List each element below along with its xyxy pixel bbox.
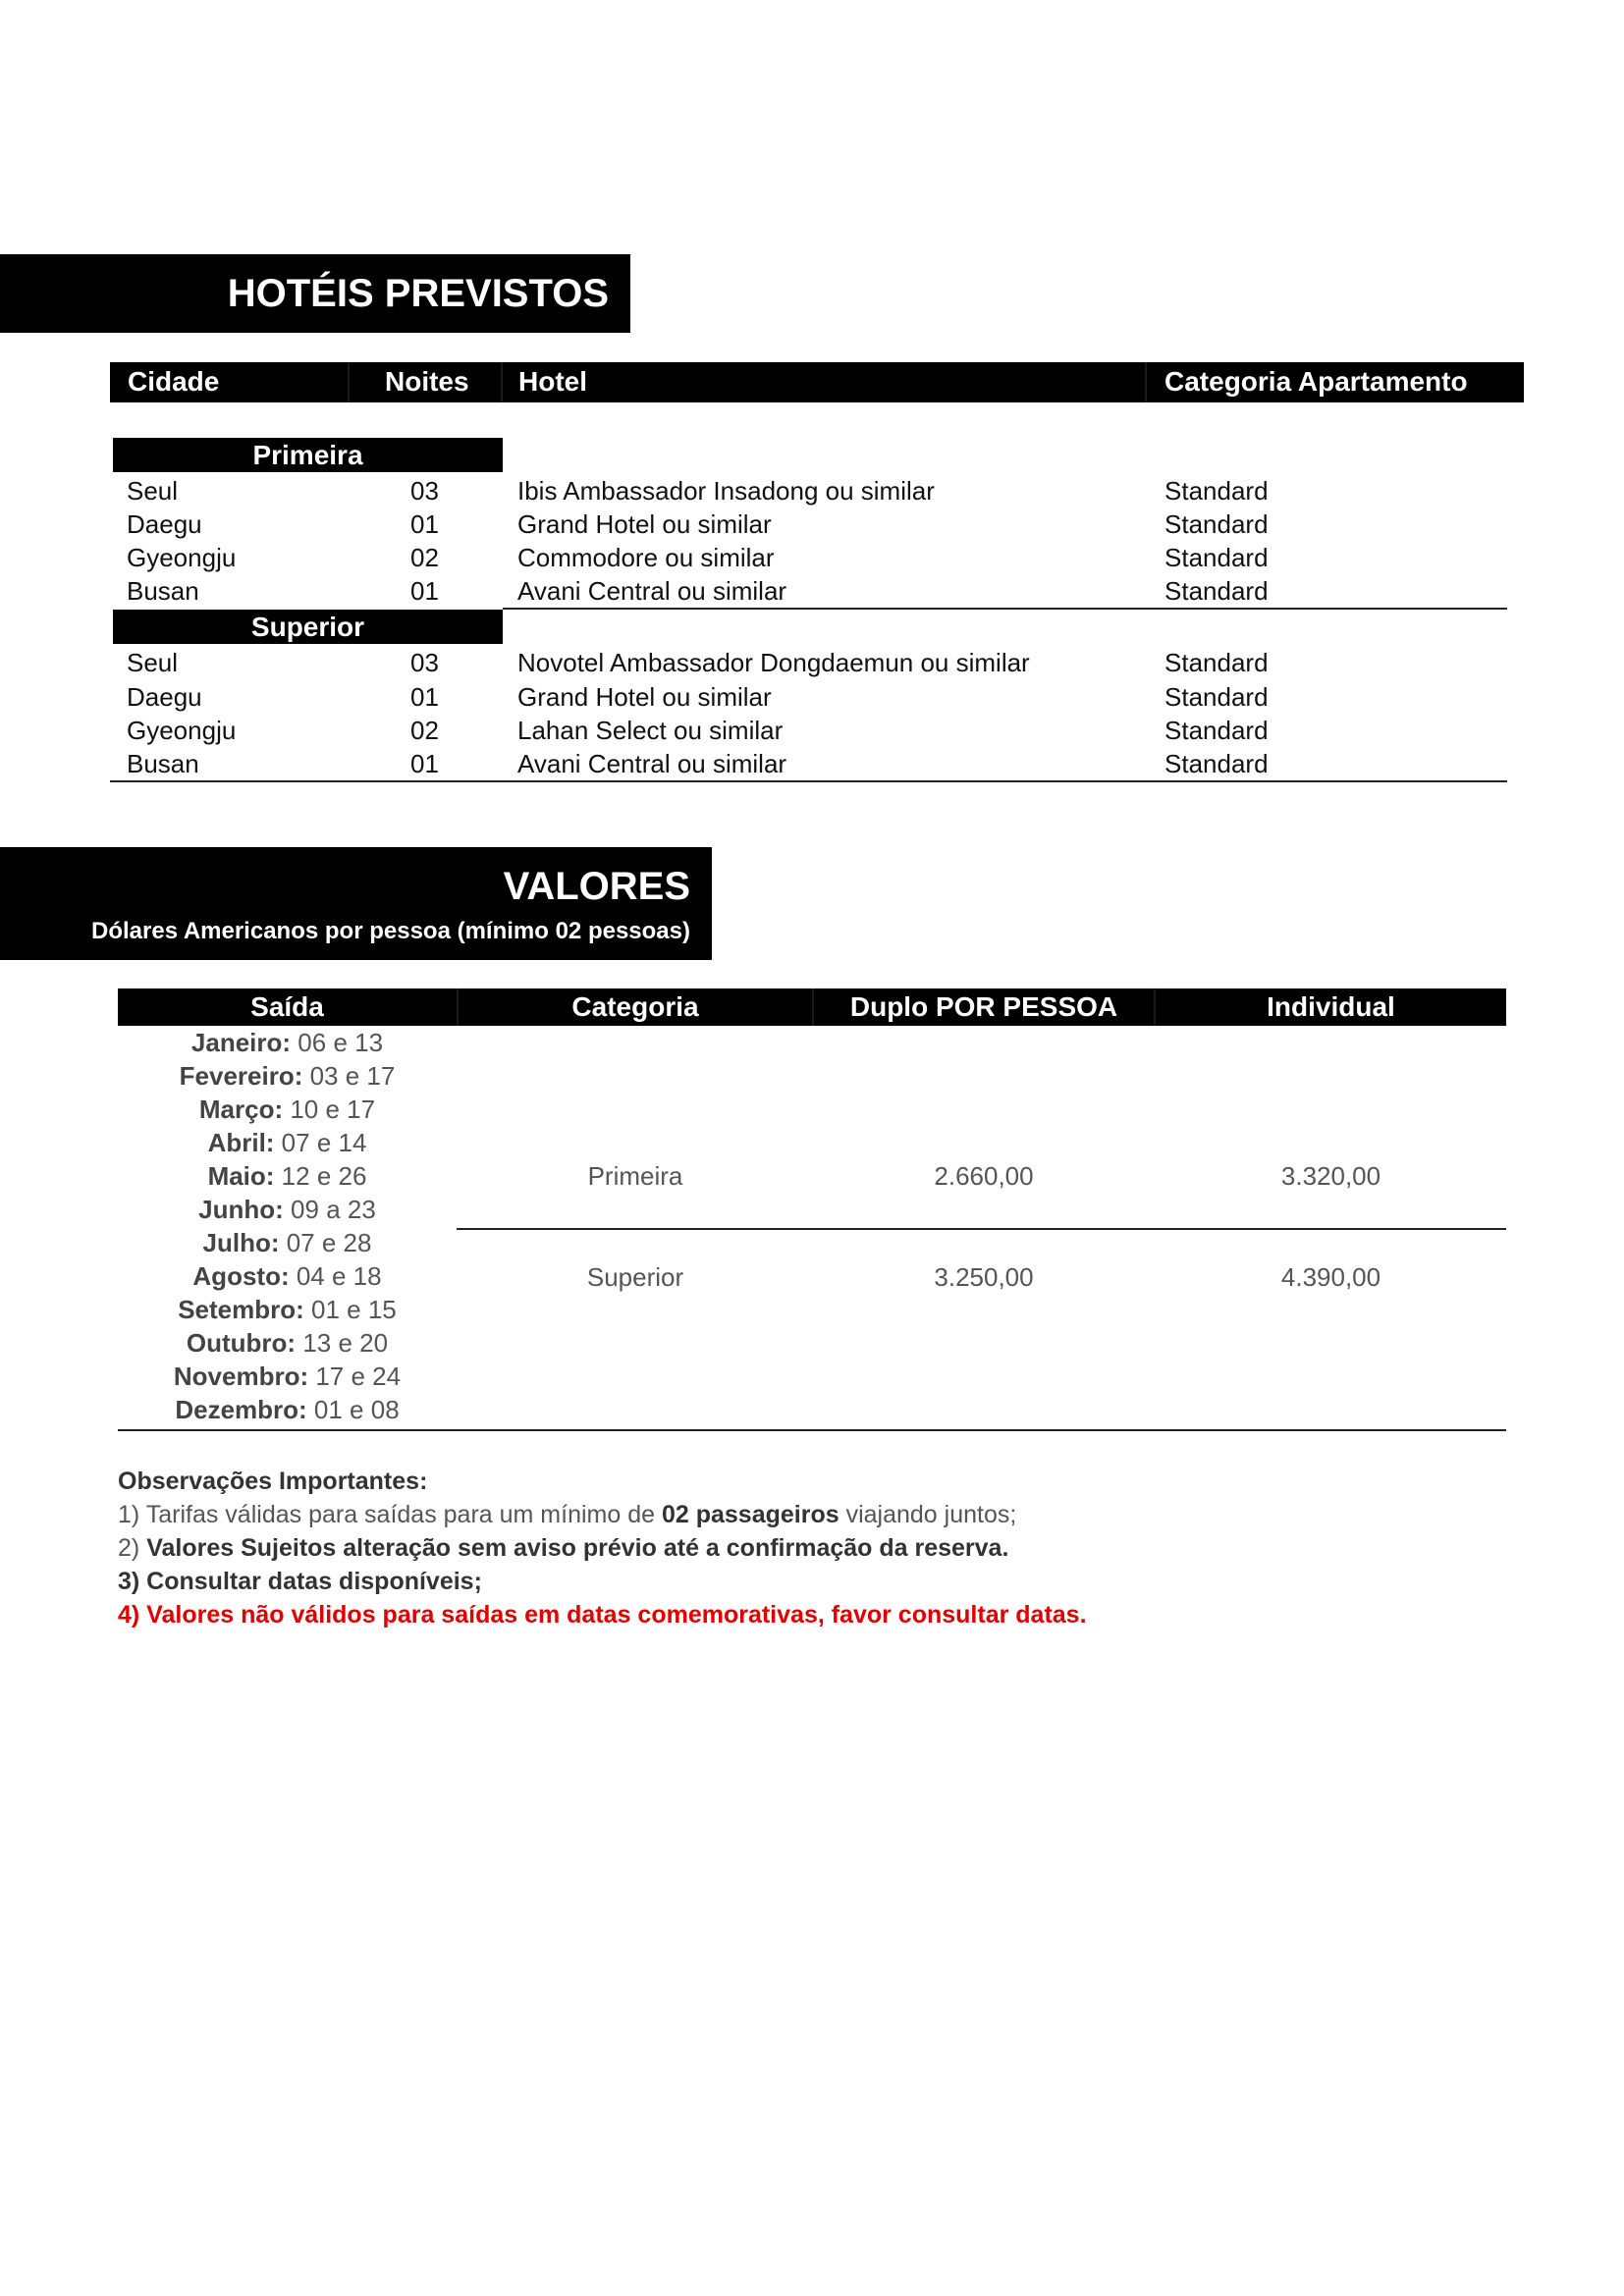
month-entry (118, 1360, 457, 1393)
cell-hotel: Commodore ou similar (517, 543, 775, 572)
header-divider (501, 362, 503, 402)
cell-category: Standard (1164, 476, 1269, 506)
notes-title: Observações Importantes: (118, 1468, 428, 1495)
month-entry (118, 1126, 457, 1159)
cell-hotel: Ibis Ambassador Insadong ou similar (517, 476, 935, 506)
month-name: Maio: (207, 1161, 275, 1191)
cell-city: Seul (127, 476, 179, 506)
month-dates: 12 e 26 (274, 1161, 367, 1191)
month-name: Agosto: (192, 1261, 290, 1291)
cell-nights: 01 (410, 682, 439, 712)
table-row (113, 507, 1507, 541)
header-divider (1145, 362, 1147, 402)
group-label-primeira: Primeira (113, 438, 503, 472)
header-divider (348, 362, 350, 402)
hoteis-banner (0, 254, 630, 333)
month-dates: 13 e 20 (296, 1328, 389, 1358)
month-name: Setembro: (178, 1295, 304, 1324)
header-noites: Noites (385, 366, 469, 397)
month-entry (118, 1026, 457, 1059)
cell-category: Standard (1164, 576, 1269, 606)
cell-hotel: Novotel Ambassador Dongdaemun ou similar (517, 648, 1030, 677)
cell-city: Gyeongju (127, 716, 237, 745)
month-dates: 07 e 28 (279, 1228, 372, 1257)
table-row (113, 574, 1507, 608)
cell-nights: 01 (410, 749, 439, 778)
header-saida: Saída (250, 991, 324, 1022)
cell-nights: 02 (410, 543, 439, 572)
note-4: 4) Valores não válidos para saídas em datas comemorativas, favor consultar datas. (118, 1601, 1087, 1629)
month-name: Fevereiro: (179, 1061, 303, 1091)
header-duplo: Duplo POR PESSOA (849, 991, 1118, 1022)
row-divider (457, 1228, 1506, 1230)
price-duplo: 3.250,00 (934, 1262, 1034, 1292)
cell-hotel: Grand Hotel ou similar (517, 682, 772, 712)
month-dates: 04 e 18 (289, 1261, 382, 1291)
month-dates: 17 e 24 (308, 1362, 402, 1391)
month-entry (118, 1226, 457, 1259)
price-categoria: Superior (586, 1262, 684, 1292)
price-duplo: 2.660,00 (934, 1161, 1034, 1191)
cell-city: Busan (127, 749, 199, 778)
cell-category: Standard (1164, 716, 1269, 745)
valores-title: VALORES (503, 865, 690, 908)
header-cidade: Cidade (128, 366, 220, 397)
month-entry (118, 1293, 457, 1326)
cell-hotel: Avani Central ou similar (517, 576, 787, 606)
month-name: Junho: (198, 1195, 284, 1224)
cell-category: Standard (1164, 509, 1269, 539)
month-name: Novembro: (173, 1362, 309, 1391)
cell-nights: 03 (410, 648, 439, 677)
header-divider (457, 988, 459, 1026)
hoteis-title: HOTÉIS PREVISTOS (227, 272, 609, 315)
month-dates: 03 e 17 (302, 1061, 396, 1091)
cell-nights: 01 (410, 576, 439, 606)
header-categoria: Categoria (571, 991, 699, 1022)
row-divider (503, 608, 1507, 610)
table-row (113, 474, 1507, 507)
valores-banner (0, 847, 712, 960)
table-row (113, 646, 1507, 679)
cell-city: Gyeongju (127, 543, 237, 572)
month-name: Julho: (202, 1228, 280, 1257)
price-categoria: Primeira (587, 1161, 683, 1191)
month-entry (118, 1193, 457, 1226)
header-divider (812, 988, 814, 1026)
valores-subtitle: Dólares Americanos por pessoa (mínimo 02 pessoas) (91, 918, 690, 944)
cell-city: Busan (127, 576, 199, 606)
cell-category: Standard (1164, 749, 1269, 778)
month-dates: 07 e 14 (274, 1128, 367, 1157)
month-entry (118, 1259, 457, 1293)
cell-city: Daegu (127, 509, 202, 539)
header-divider (1154, 988, 1156, 1026)
cell-nights: 03 (410, 476, 439, 506)
month-entry (118, 1393, 457, 1426)
cell-hotel: Grand Hotel ou similar (517, 509, 772, 539)
cell-category: Standard (1164, 648, 1269, 677)
month-name: Dezembro: (175, 1395, 307, 1424)
table-row (113, 680, 1507, 714)
table-row (113, 747, 1507, 780)
table-bottom-border (110, 780, 1507, 782)
header-categoria-apartamento: Categoria Apartamento (1164, 366, 1468, 397)
cell-nights: 02 (410, 716, 439, 745)
header-hotel: Hotel (518, 366, 587, 397)
note-3: 3) Consultar datas disponíveis; (118, 1568, 482, 1595)
month-dates: 06 e 13 (291, 1028, 384, 1057)
price-individual: 3.320,00 (1280, 1161, 1381, 1191)
month-dates: 01 e 15 (303, 1295, 397, 1324)
cell-nights: 01 (410, 509, 439, 539)
cell-category: Standard (1164, 543, 1269, 572)
month-dates: 10 e 17 (283, 1095, 376, 1124)
month-entry (118, 1059, 457, 1093)
table-row (113, 714, 1507, 747)
group-label-superior: Superior (113, 610, 503, 644)
header-individual: Individual (1267, 991, 1395, 1022)
cell-hotel: Avani Central ou similar (517, 749, 787, 778)
price-individual: 4.390,00 (1280, 1262, 1381, 1292)
cell-city: Seul (127, 648, 179, 677)
month-name: Janeiro: (190, 1028, 292, 1057)
cell-hotel: Lahan Select ou similar (517, 716, 784, 745)
table-row (113, 541, 1507, 574)
hotels-table-header (110, 362, 1524, 402)
cell-city: Daegu (127, 682, 202, 712)
note-1: 1) Tarifas válidas para saídas para um mínimo de 02 passageiros viajando juntos; (118, 1501, 1017, 1528)
month-entry (118, 1093, 457, 1126)
cell-category: Standard (1164, 682, 1269, 712)
month-name: Abril: (207, 1128, 275, 1157)
note-2: 2) Valores Sujeitos alteração sem aviso prévio até a confirmação da reserva. (118, 1534, 1009, 1562)
month-dates: 09 a 23 (283, 1195, 376, 1224)
month-name: Outubro: (186, 1328, 297, 1358)
month-dates: 01 e 08 (306, 1395, 400, 1424)
table-bottom-border (118, 1429, 1506, 1431)
month-entry (118, 1326, 457, 1360)
month-name: Março: (198, 1095, 284, 1124)
month-entry (118, 1159, 457, 1193)
